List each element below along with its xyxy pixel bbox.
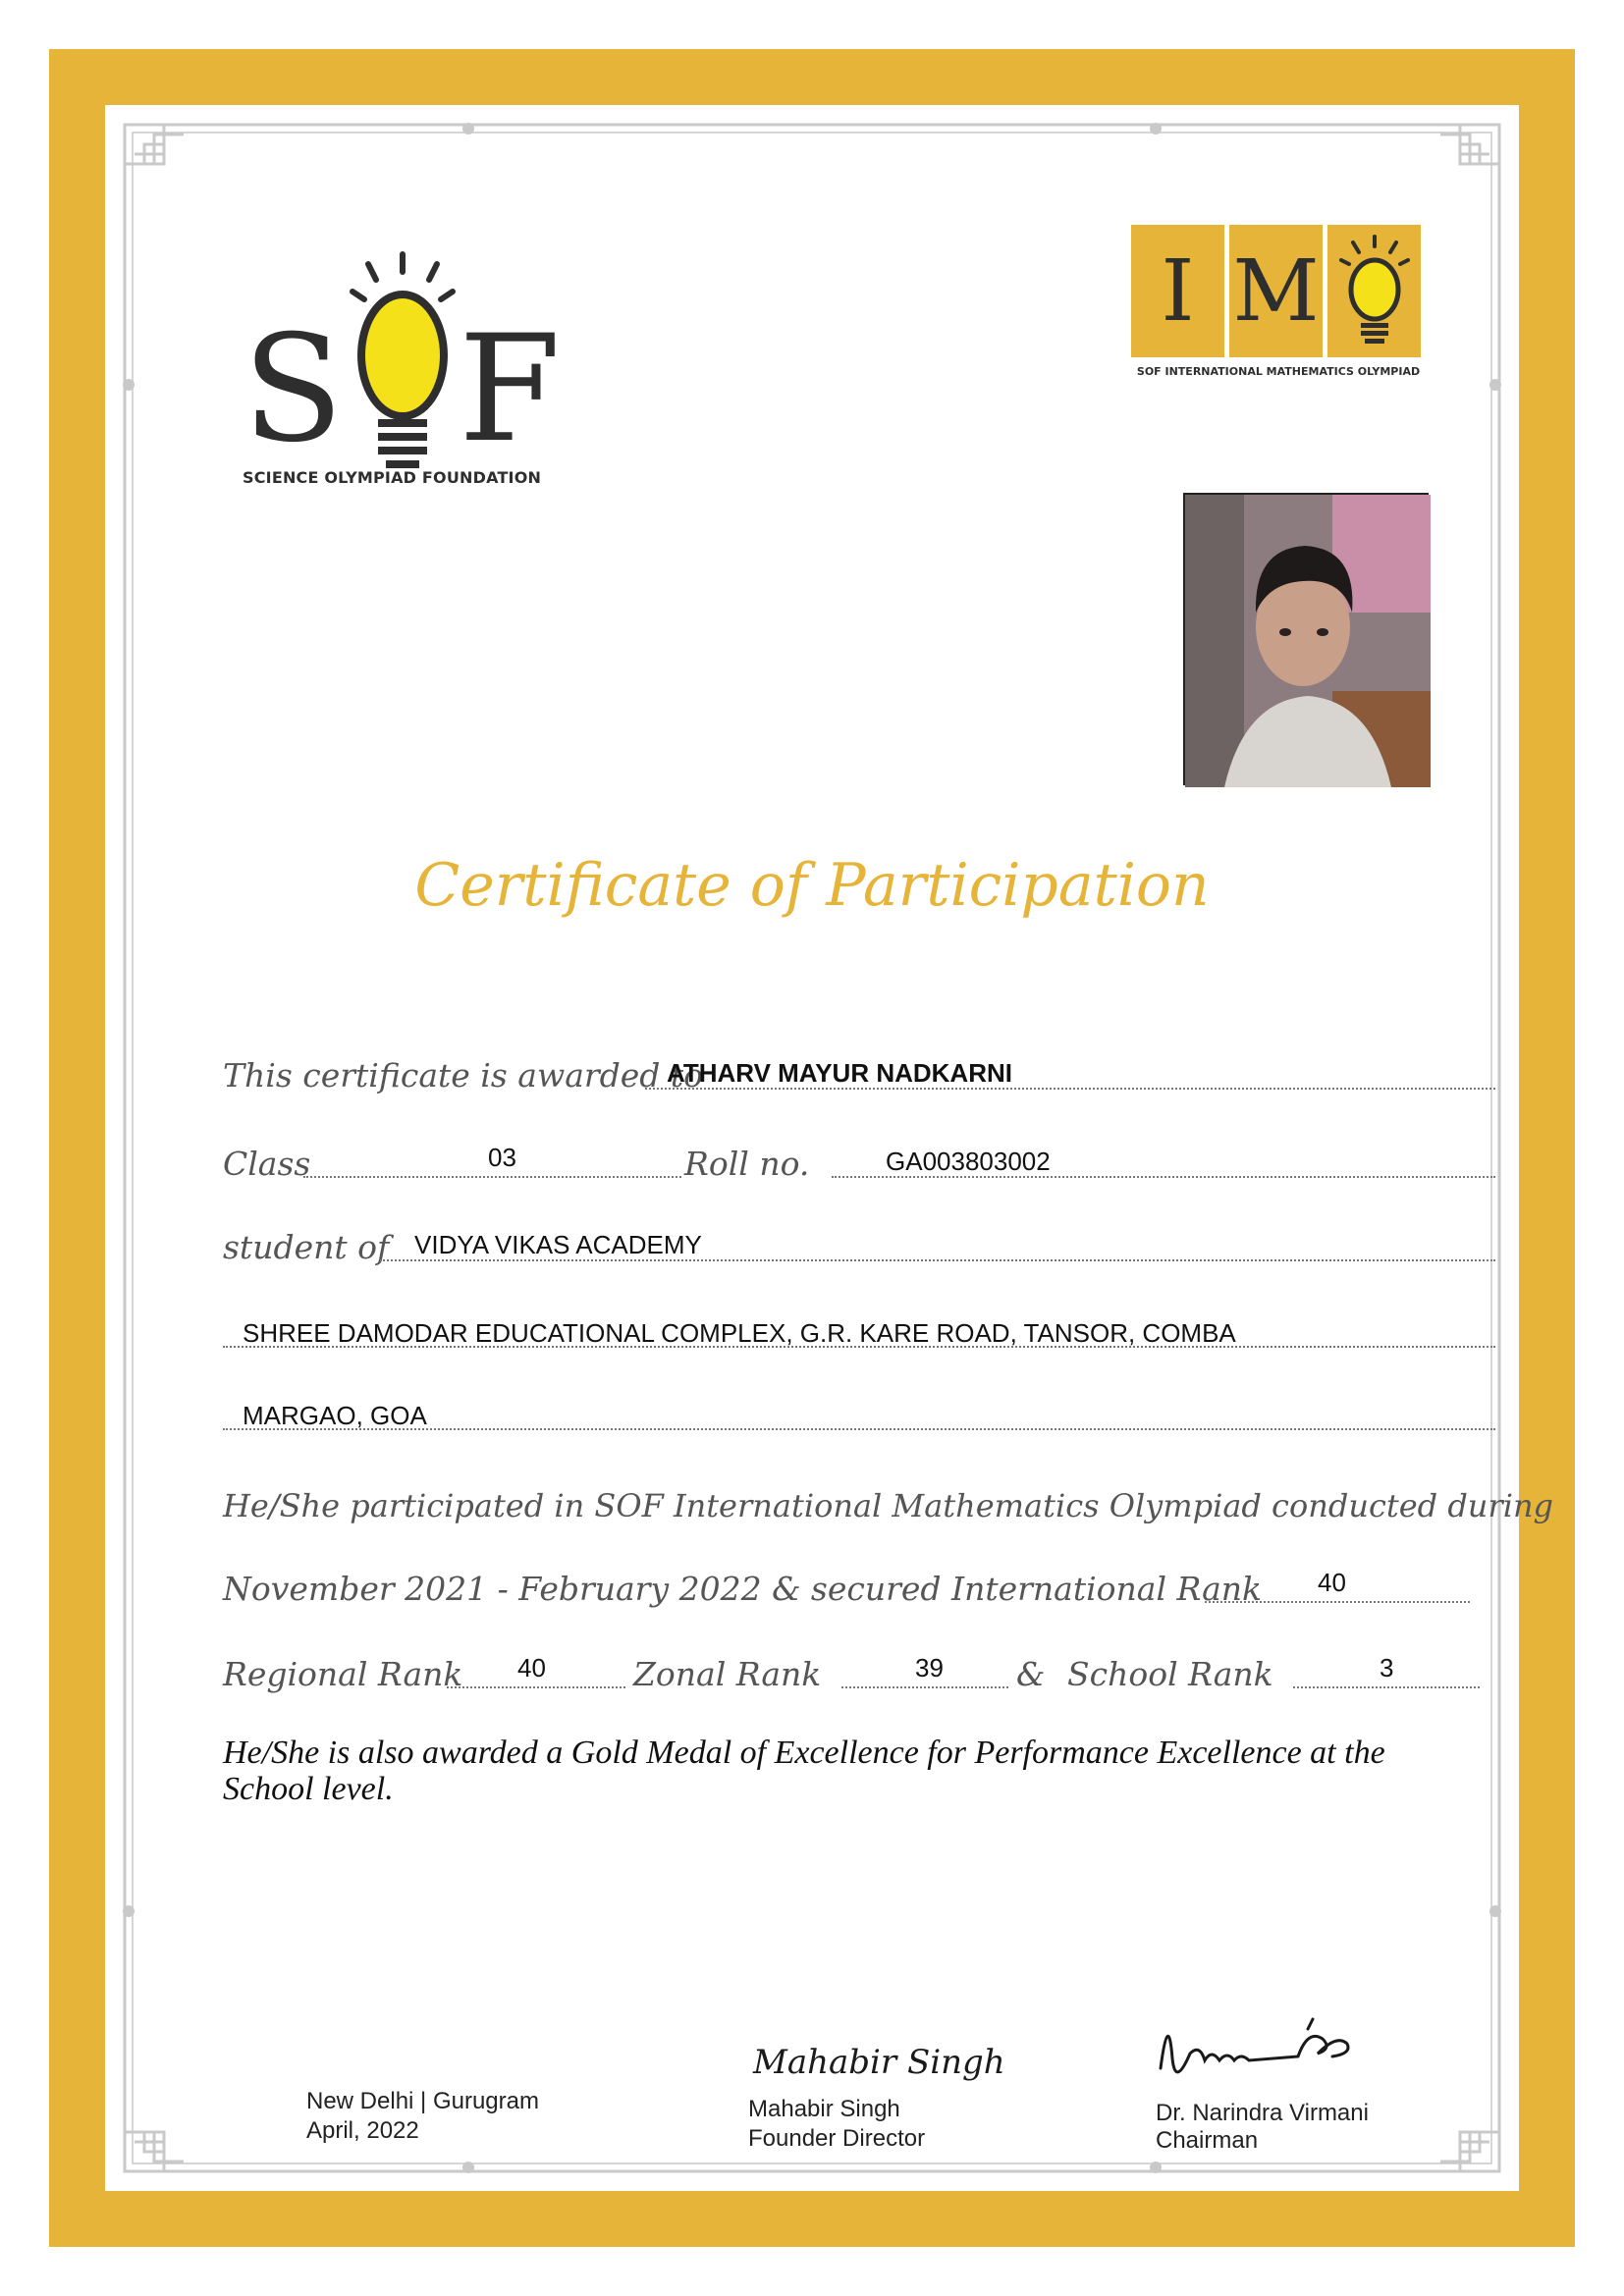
international-rank-value: 40 bbox=[1318, 1568, 1346, 1597]
dotted-line bbox=[447, 1686, 625, 1688]
dotted-line bbox=[645, 1088, 1495, 1090]
international-rank-row bbox=[223, 1556, 1499, 1608]
imo-logo-caption: SOF INTERNATIONAL MATHEMATICS OLYMPIAD bbox=[1136, 365, 1421, 378]
imo-logo bbox=[1131, 225, 1426, 460]
school-rank-label: School Rank bbox=[1067, 1655, 1273, 1693]
dotted-line bbox=[380, 1259, 1495, 1261]
roll-label: Roll no. bbox=[684, 1145, 810, 1183]
sof-logo-letter-s: S bbox=[243, 304, 344, 475]
dotted-line bbox=[303, 1176, 681, 1178]
student-name: ATHARV MAYUR NADKARNI bbox=[667, 1058, 1012, 1088]
school-address-line-2: MARGAO, GOA bbox=[243, 1401, 427, 1430]
awarded-row bbox=[223, 1042, 1499, 1095]
imo-letter-box bbox=[1229, 225, 1323, 357]
sof-logo bbox=[243, 223, 562, 498]
sof-logo-caption: SCIENCE OLYMPIAD FOUNDATION bbox=[243, 468, 542, 487]
class-label: Class bbox=[223, 1145, 311, 1183]
school-rank-value: 3 bbox=[1380, 1653, 1394, 1682]
regional-rank-value: 40 bbox=[517, 1653, 546, 1682]
signature-narindra-virmani bbox=[1151, 2000, 1367, 2098]
awarded-label: This certificate is awarded to bbox=[223, 1056, 704, 1095]
student-of-label: student of bbox=[223, 1228, 390, 1266]
certificate-title: Certificate of Participation bbox=[414, 851, 1210, 920]
address-row-2 bbox=[223, 1383, 1499, 1432]
regional-rank-label: Regional Rank bbox=[223, 1655, 463, 1693]
dotted-line bbox=[841, 1686, 1008, 1688]
lightbulb-icon bbox=[349, 252, 457, 498]
signatory-1-title: Founder Director bbox=[748, 2125, 926, 2152]
imo-letter-m: M bbox=[1232, 241, 1320, 341]
student-of-row bbox=[223, 1214, 1499, 1266]
signatory-1-name: Mahabir Singh bbox=[748, 2096, 900, 2122]
sof-logo-letter-f: F bbox=[459, 304, 562, 475]
ranks-row bbox=[223, 1641, 1499, 1693]
participation-line-1: He/She participated in SOF International Mathematics Olympiad conducted during bbox=[223, 1487, 1554, 1524]
student-photo bbox=[1183, 493, 1429, 785]
dotted-line bbox=[1205, 1601, 1470, 1603]
imo-letter-box bbox=[1327, 225, 1421, 357]
certificate-body bbox=[105, 105, 1554, 2191]
student-portrait bbox=[1185, 495, 1431, 787]
certificate-border bbox=[49, 49, 1575, 2247]
roll-value: GA003803002 bbox=[886, 1147, 1051, 1176]
issue-date: April, 2022 bbox=[306, 2117, 419, 2144]
signature-mahabir-singh bbox=[748, 2024, 1005, 2093]
dotted-line bbox=[832, 1176, 1495, 1178]
school-address-line-1: SHREE DAMODAR EDUCATIONAL COMPLEX, G.R. KARE ROAD, TANSOR, COMBA bbox=[243, 1318, 1236, 1348]
signatory-2-name: Dr. Narindra Virmani bbox=[1156, 2100, 1369, 2126]
imo-letter-i: I bbox=[1161, 241, 1195, 341]
address-row-1 bbox=[223, 1301, 1499, 1350]
imo-letter-box bbox=[1131, 225, 1224, 357]
dotted-line bbox=[1293, 1686, 1480, 1688]
ampersand: & bbox=[1016, 1655, 1046, 1693]
zonal-rank-value: 39 bbox=[915, 1653, 944, 1682]
award-statement: He/She is also awarded a Gold Medal of Excellence for Performance Excellence at the School level. bbox=[223, 1735, 1385, 1808]
class-value: 03 bbox=[488, 1143, 516, 1172]
zonal-rank-label: Zonal Rank bbox=[633, 1655, 822, 1693]
issue-place: New Delhi | Gurugram bbox=[306, 2088, 539, 2114]
school-name: VIDYA VIKAS ACADEMY bbox=[414, 1230, 702, 1259]
participation-line-2: November 2021 - February 2022 & secured International Rank bbox=[223, 1570, 1263, 1608]
signatory-2-title: Chairman bbox=[1156, 2127, 1259, 2154]
signature-text: Mahabir Singh bbox=[753, 2043, 1005, 2082]
lightbulb-icon bbox=[1335, 233, 1414, 350]
class-roll-row bbox=[223, 1131, 1499, 1183]
